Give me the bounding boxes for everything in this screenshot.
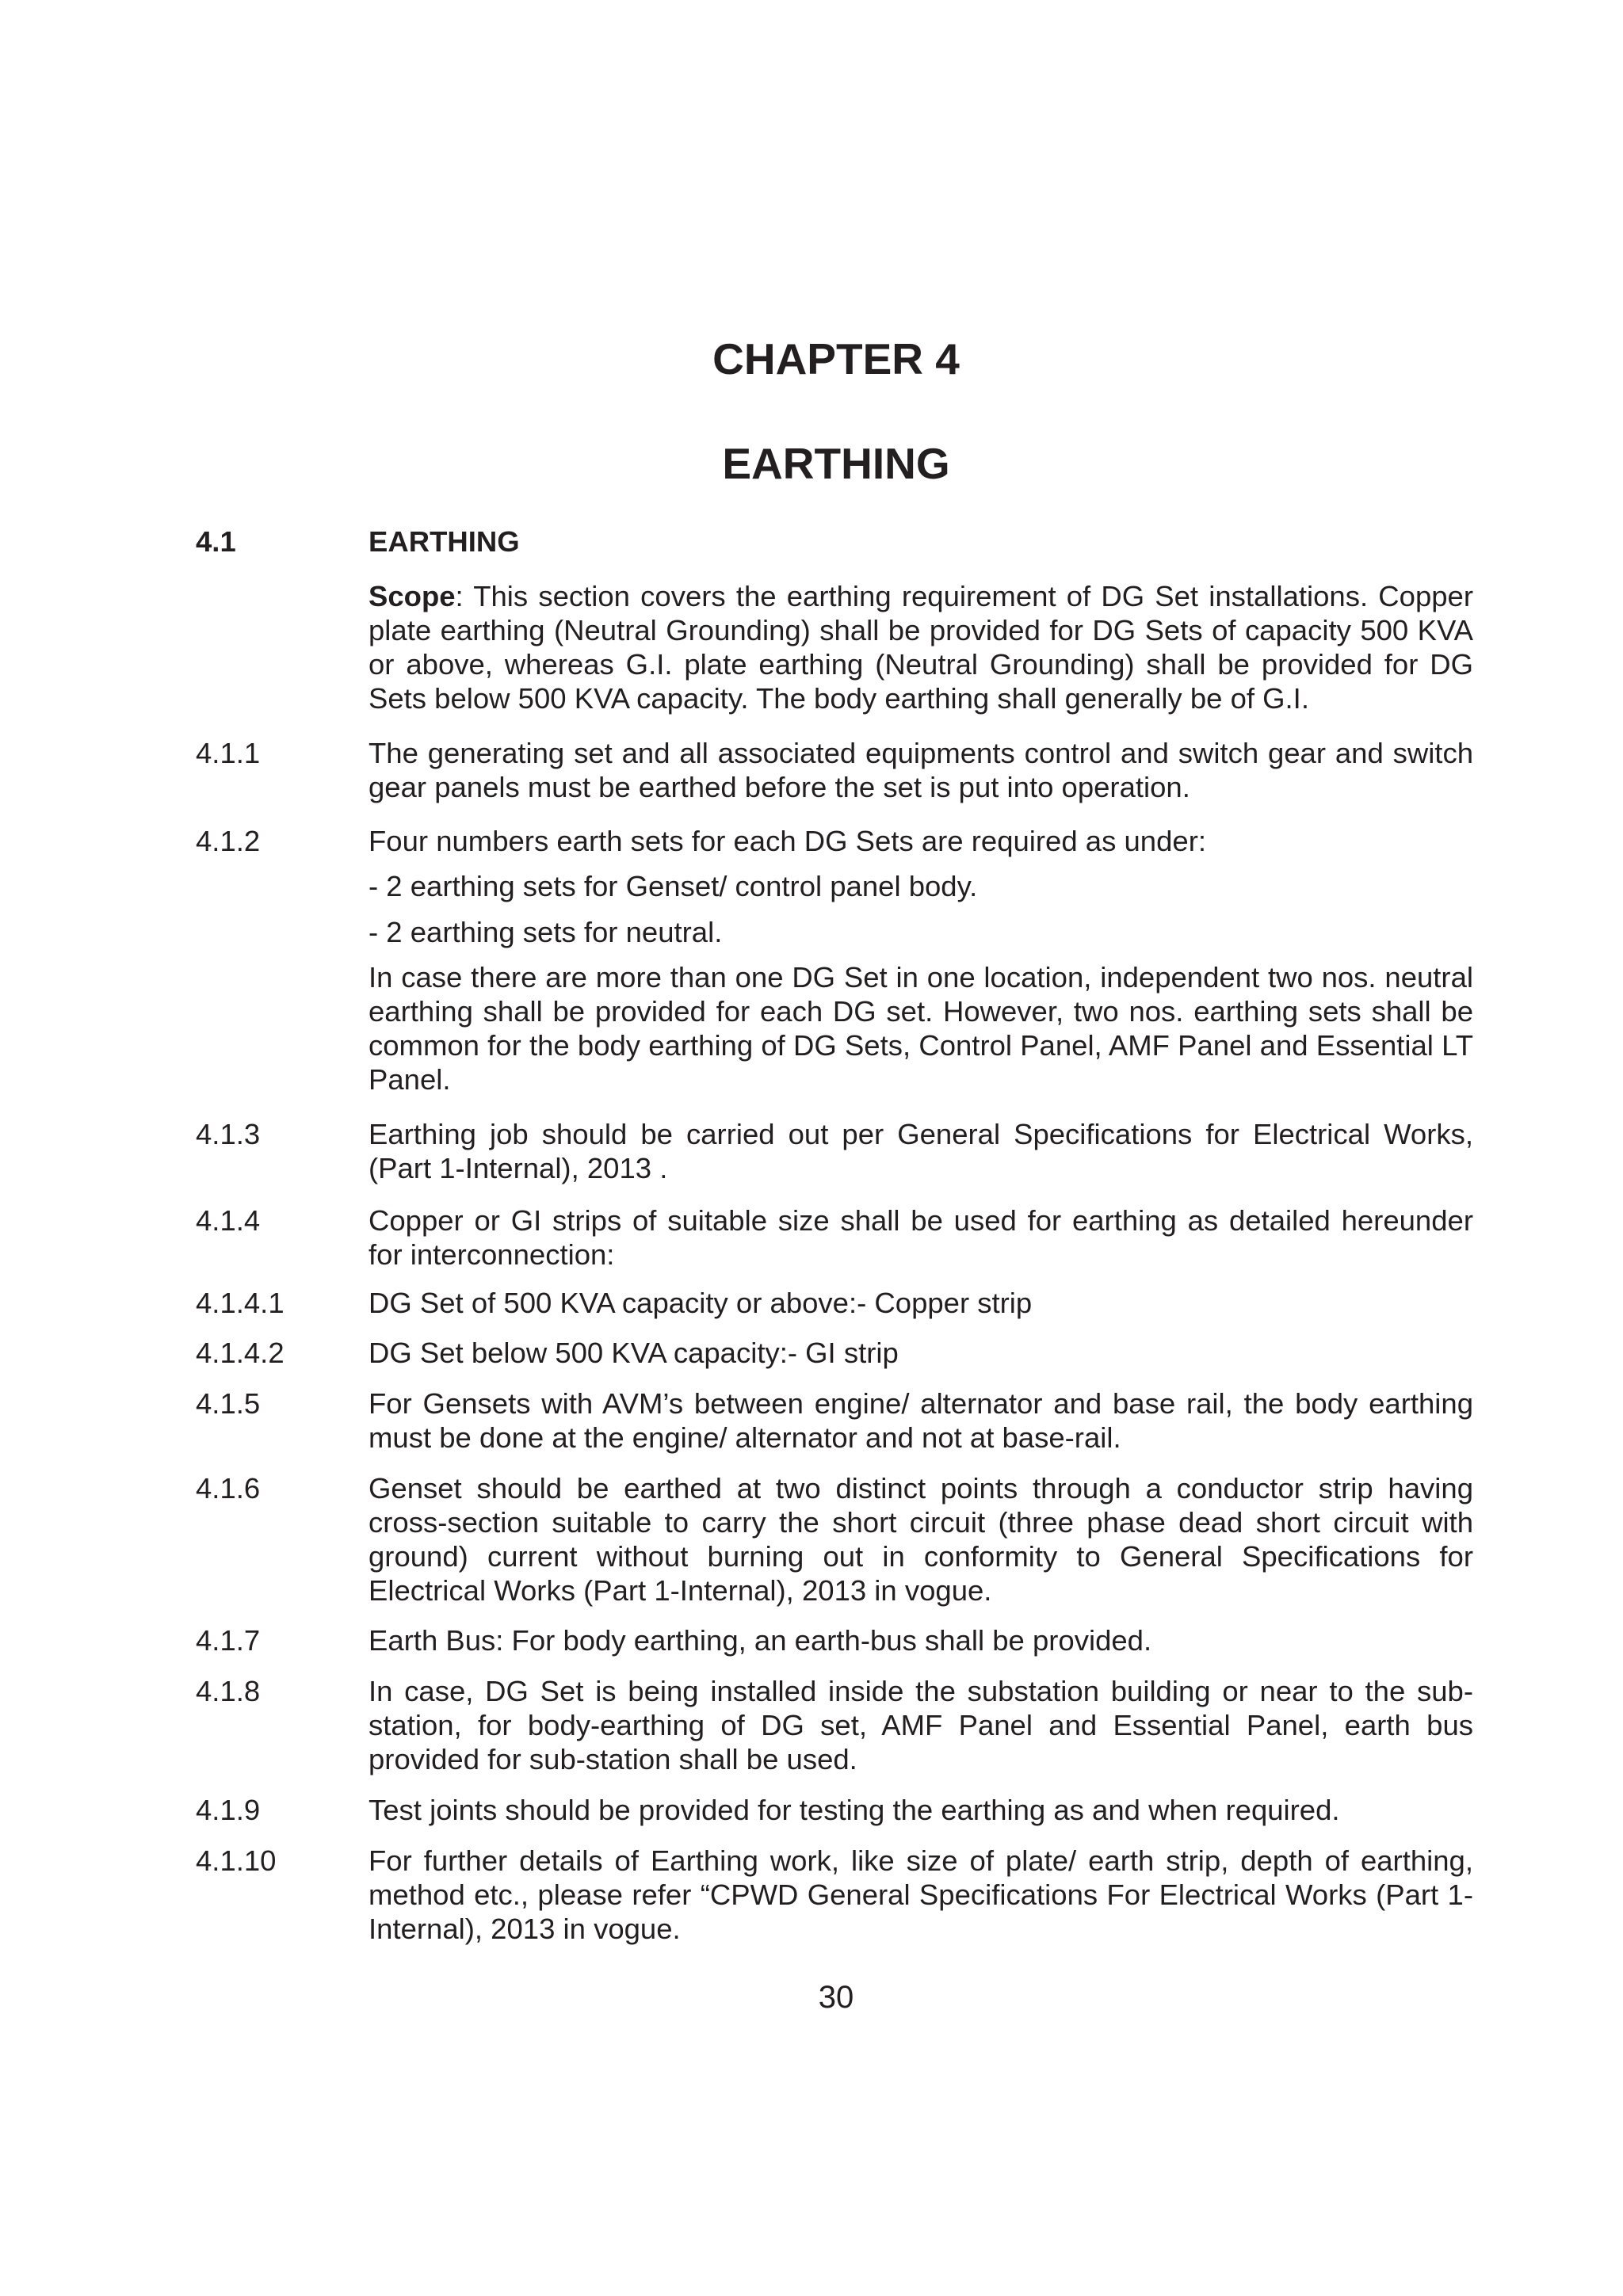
clause-number: 4.1.5: [196, 1387, 261, 1420]
clause-text: The generating set and all associated equipments control and switch gear and switch gear panels must be earthed before the set is put into operation.: [369, 737, 1473, 803]
clause-text: Four numbers earth sets for each DG Sets are required as under:: [369, 825, 1206, 857]
chapter-heading: EARTHING: [722, 439, 950, 488]
clause-text: In case there are more than one DG Set in one location, independent two nos. neutral earthing shall be provided for each DG set. However, two nos. earthing sets shall be common for the body earthing of DG Sets, Control Panel, AMF Panel and Essential LT Panel.: [369, 961, 1473, 1096]
clause-number: 4.1.4.1: [196, 1287, 285, 1319]
clause-text: For further details of Earthing work, like size of plate/ earth strip, depth of earthing, method etc., please refer “CPWD General Specifications For Electrical Works (Part 1-Internal), 2013 in vogue.: [369, 1844, 1473, 1945]
clause-number: 4.1.10: [196, 1844, 277, 1877]
clause-number: 4.1.7: [196, 1624, 261, 1657]
clause-text: Earth Bus: For body earthing, an earth-bus shall be provided.: [369, 1624, 1152, 1657]
clause-text: Test joints should be provided for testing the earthing as and when required.: [369, 1794, 1340, 1826]
list-item: - 2 earthing sets for neutral.: [369, 916, 723, 948]
clause-text: Copper or GI strips of suitable size shall be used for earthing as detailed hereunder for interconnection:: [369, 1204, 1473, 1271]
clause-number: 4.1.8: [196, 1675, 261, 1707]
clause-number: 4.1.2: [196, 825, 261, 857]
clause-text: Genset should be earthed at two distinct points through a conductor strip having cross-section suitable to carry the short circuit (three phase dead short circuit with ground) current without burning out in conformity to General Specifications for Electrical Works (Part 1-Internal), 2013 in vogue.: [369, 1472, 1473, 1607]
clause-text: DG Set below 500 KVA capacity:- GI strip: [369, 1337, 899, 1369]
list-item: - 2 earthing sets for Genset/ control panel body.: [369, 870, 978, 902]
scope-label: Scope: [369, 580, 456, 612]
clause-text: In case, DG Set is being installed inside the substation building or near to the sub-station, for body-earthing of DG set, AMF Panel and Essential Panel, earth bus provided for sub-station shall be used.: [369, 1675, 1473, 1775]
clause-number: 4.1.9: [196, 1794, 261, 1826]
scope-text: [369, 579, 1473, 715]
page-number: 30: [818, 1980, 854, 2015]
chapter-title: CHAPTER 4: [712, 334, 960, 383]
clause-number: 4.1.1: [196, 737, 261, 769]
scope-body: : This section covers the earthing requirement of DG Set installations. Copper plate earthing (Neutral Grounding) shall be provided for DG Sets of capacity 500 KVA or above, whereas G.I. plate earthing (Neutral Grounding) shall be provided for DG Sets below 500 KVA capacity. The body earthing shall generally be of G.I.: [369, 580, 1473, 715]
clause-number: 4.1.3: [196, 1118, 261, 1150]
clause-text: Earthing job should be carried out per General Specifications for Electrical Works, (Part 1-Internal), 2013 .: [369, 1118, 1473, 1184]
clause-text: DG Set of 500 KVA capacity or above:- Copper strip: [369, 1287, 1033, 1319]
clause-number: 4.1.6: [196, 1472, 261, 1505]
section-number: 4.1: [196, 525, 236, 558]
clause-text: For Gensets with AVM’s between engine/ alternator and base rail, the body earthing must be done at the engine/ alternator and not at base-rail.: [369, 1387, 1473, 1454]
clause-number: 4.1.4.2: [196, 1337, 285, 1369]
clause-number: 4.1.4: [196, 1204, 261, 1237]
section-heading: EARTHING: [369, 525, 520, 558]
